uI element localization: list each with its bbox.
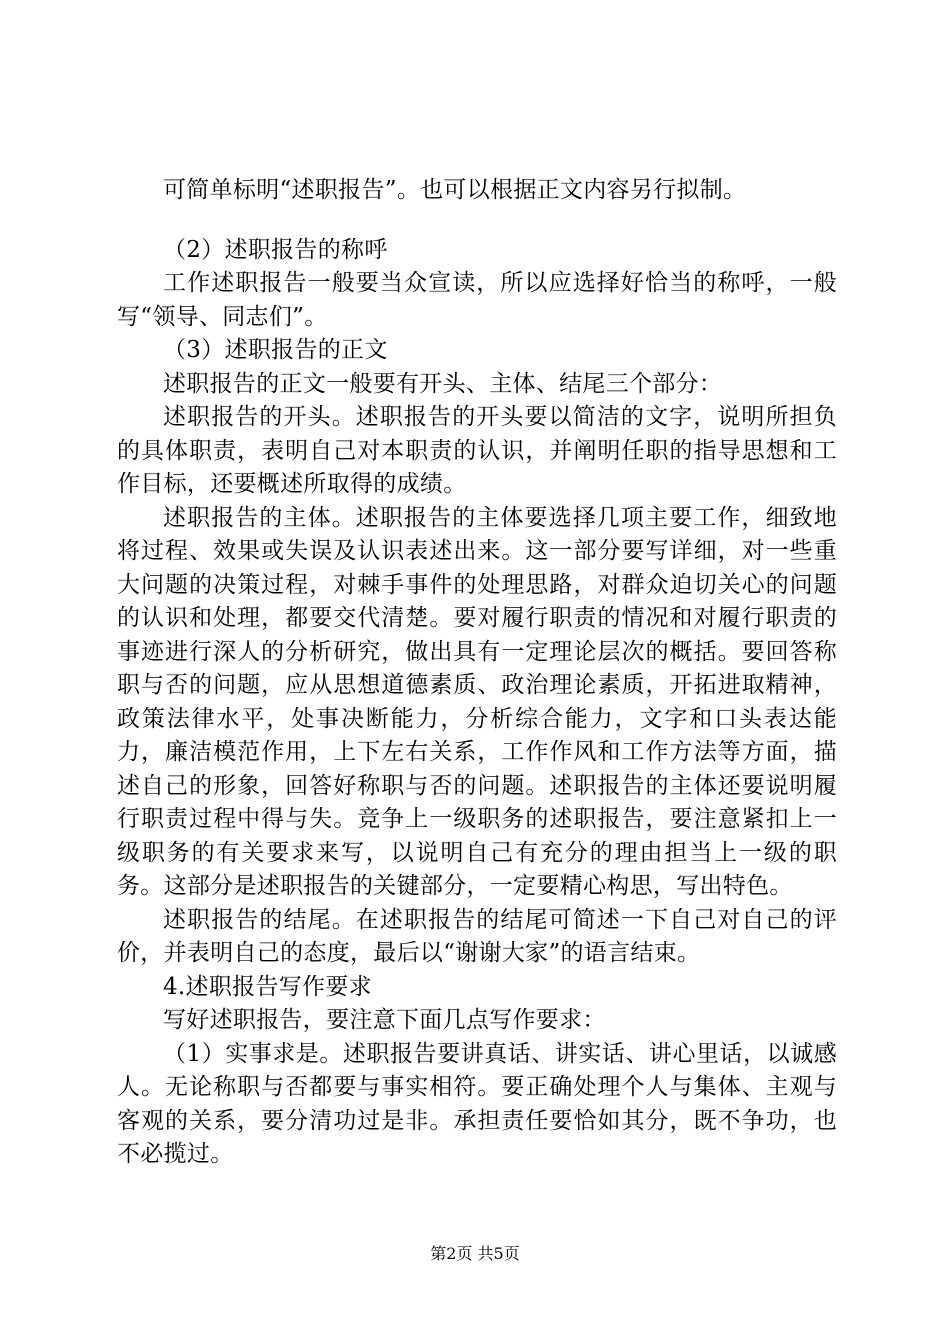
paragraph-main-body: 述职报告的主体。述职报告的主体要选择几项主要工作，细致地将过程、效果或失误及认识表述出来。这一部分要写详细，对一些重大问题的决策过程，对棘手事件的处理思路，对群众迫切关心的问题的认识和处理，都要交代清楚。要对履行职责的情况和对履行职责的事迹进行深人的分析研究，做出具有一定理论层次的概括。要回答称职与否的问题，应从思想道德素质、政治理论素质，开拓进取精神，政策法律水平，处事决断能力，分析综合能力，文字和口头表达能力，廉洁模范作用，上下左右关系，工作作风和工作方法等方面，描述自己的形象，回答好称职与否的问题。述职报告的主体还要说明履行职责过程中得与失。竞争上一级职务的述职报告，要注意紧扣上一级职务的有关要求来写，以说明自己有充分的理由担当上一级的职务。这部分是述职报告的关键部分，一定要精心构思，写出特色。 bbox=[117, 504, 837, 899]
paragraph-salutation: 工作述职报告一般要当众宣读，所以应选择好恰当的称呼，一般写“领导、同志们”。 bbox=[117, 270, 837, 330]
paragraph-title-note: 可简单标明“述职报告”。也可以根据正文内容另行拟制。 bbox=[163, 177, 747, 203]
heading-writing-requirements: 4.述职报告写作要求 bbox=[163, 973, 372, 1000]
heading-salutation: （2）述职报告的称呼 bbox=[163, 236, 388, 263]
document-body bbox=[117, 174, 837, 1172]
paragraph-opening: 述职报告的开头。述职报告的开头要以简洁的文字，说明所担负的具体职责，表明自己对本职责的认识，并阐明任职的指导思想和工作目标，还要概述所取得的成绩。 bbox=[117, 404, 837, 497]
page-footer: 第2页 共5页 bbox=[430, 1244, 520, 1263]
paragraph-requirements-intro: 写好述职报告，要注意下面几点写作要求： bbox=[163, 1007, 606, 1033]
paragraph-requirement-1: （1）实事求是。述职报告要讲真话、讲实话、讲心里话，以诚感人。无论称职与否都要与事实相符。要正确处理个人与集体、主观与客观的关系，要分清功过是非。承担责任要恰如其分，既不争功，也不必揽过。 bbox=[117, 1040, 837, 1167]
paragraph-ending: 述职报告的结尾。在述职报告的结尾可简述一下自己对自己的评价，并表明自己的态度，最后以“谢谢大家”的语言结束。 bbox=[117, 906, 837, 966]
heading-body-text: （3）述职报告的正文 bbox=[163, 337, 388, 363]
paragraph-body-parts: 述职报告的正文一般要有开头、主体、结尾三个部分： bbox=[163, 370, 723, 397]
